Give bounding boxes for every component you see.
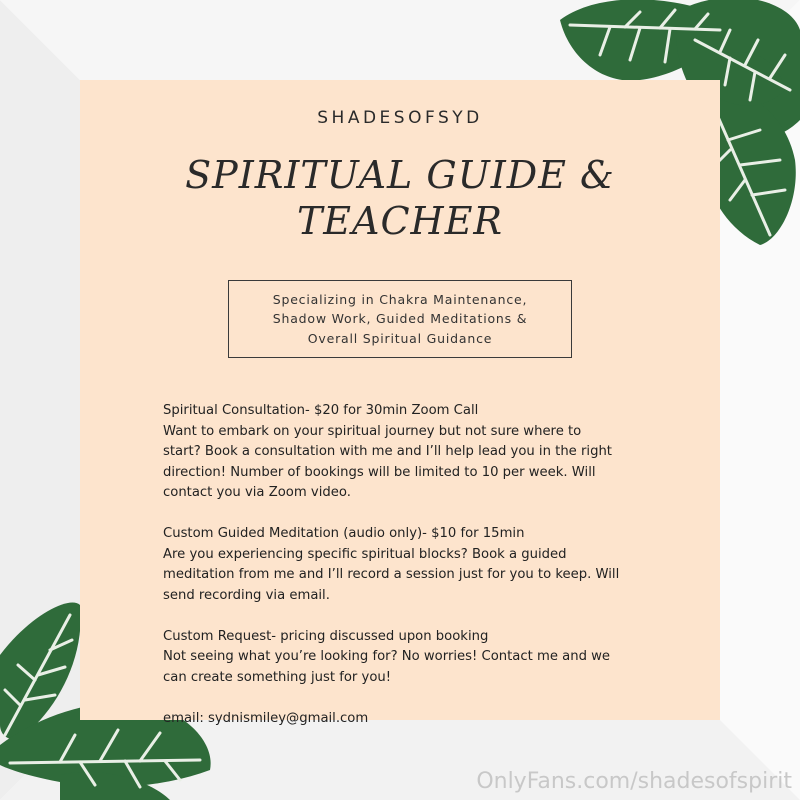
- service-heading: Custom Guided Meditation (audio only)- $10 for 15min: [163, 526, 525, 541]
- service-guided-meditation: [163, 524, 647, 606]
- contact-email: [163, 709, 647, 730]
- email-text: email: sydnismiley@gmail.com: [163, 710, 369, 726]
- service-line: meditation from me and I’ll record a session just for you to keep. Will: [163, 567, 620, 582]
- specialization-line-2: Shadow Work, Guided Meditations &: [272, 311, 528, 327]
- service-line: Want to embark on your spiritual journey but not sure where to: [163, 423, 582, 439]
- title-line-2: TEACHER: [296, 199, 504, 243]
- services-list: [163, 401, 647, 729]
- service-line: can create something just for you!: [163, 669, 392, 685]
- specialization-box: [228, 280, 572, 358]
- content-card: [80, 80, 720, 726]
- service-heading: Custom Request- pricing discussed upon booking: [163, 628, 489, 644]
- watermark: OnlyFans.com/shadesofspirit: [476, 769, 792, 794]
- service-line: start? Book a consultation with me and I’ll help lead you in the right: [163, 444, 612, 459]
- specialization-line-1: Specializing in Chakra Maintenance,: [272, 291, 528, 307]
- page-title: [80, 152, 720, 244]
- service-heading: Spiritual Consultation- $20 for 30min Zoom Call: [163, 403, 479, 418]
- service-line: contact you via Zoom video.: [163, 485, 351, 500]
- specialization-line-3: Overall Spiritual Guidance: [307, 330, 493, 346]
- title-line-1: SPIRITUAL GUIDE &: [185, 153, 615, 197]
- service-line: Not seeing what you’re looking for? No worries! Contact me and we: [163, 649, 611, 664]
- service-custom-request: [163, 627, 647, 689]
- service-consultation: [163, 401, 647, 504]
- brand-name: SHADESOFSYD: [317, 108, 483, 128]
- service-line: Are you experiencing specific spiritual blocks? Book a guided: [163, 546, 567, 562]
- service-line: send recording via email.: [163, 587, 330, 603]
- service-line: direction! Number of bookings will be limited to 10 per week. Will: [163, 464, 596, 480]
